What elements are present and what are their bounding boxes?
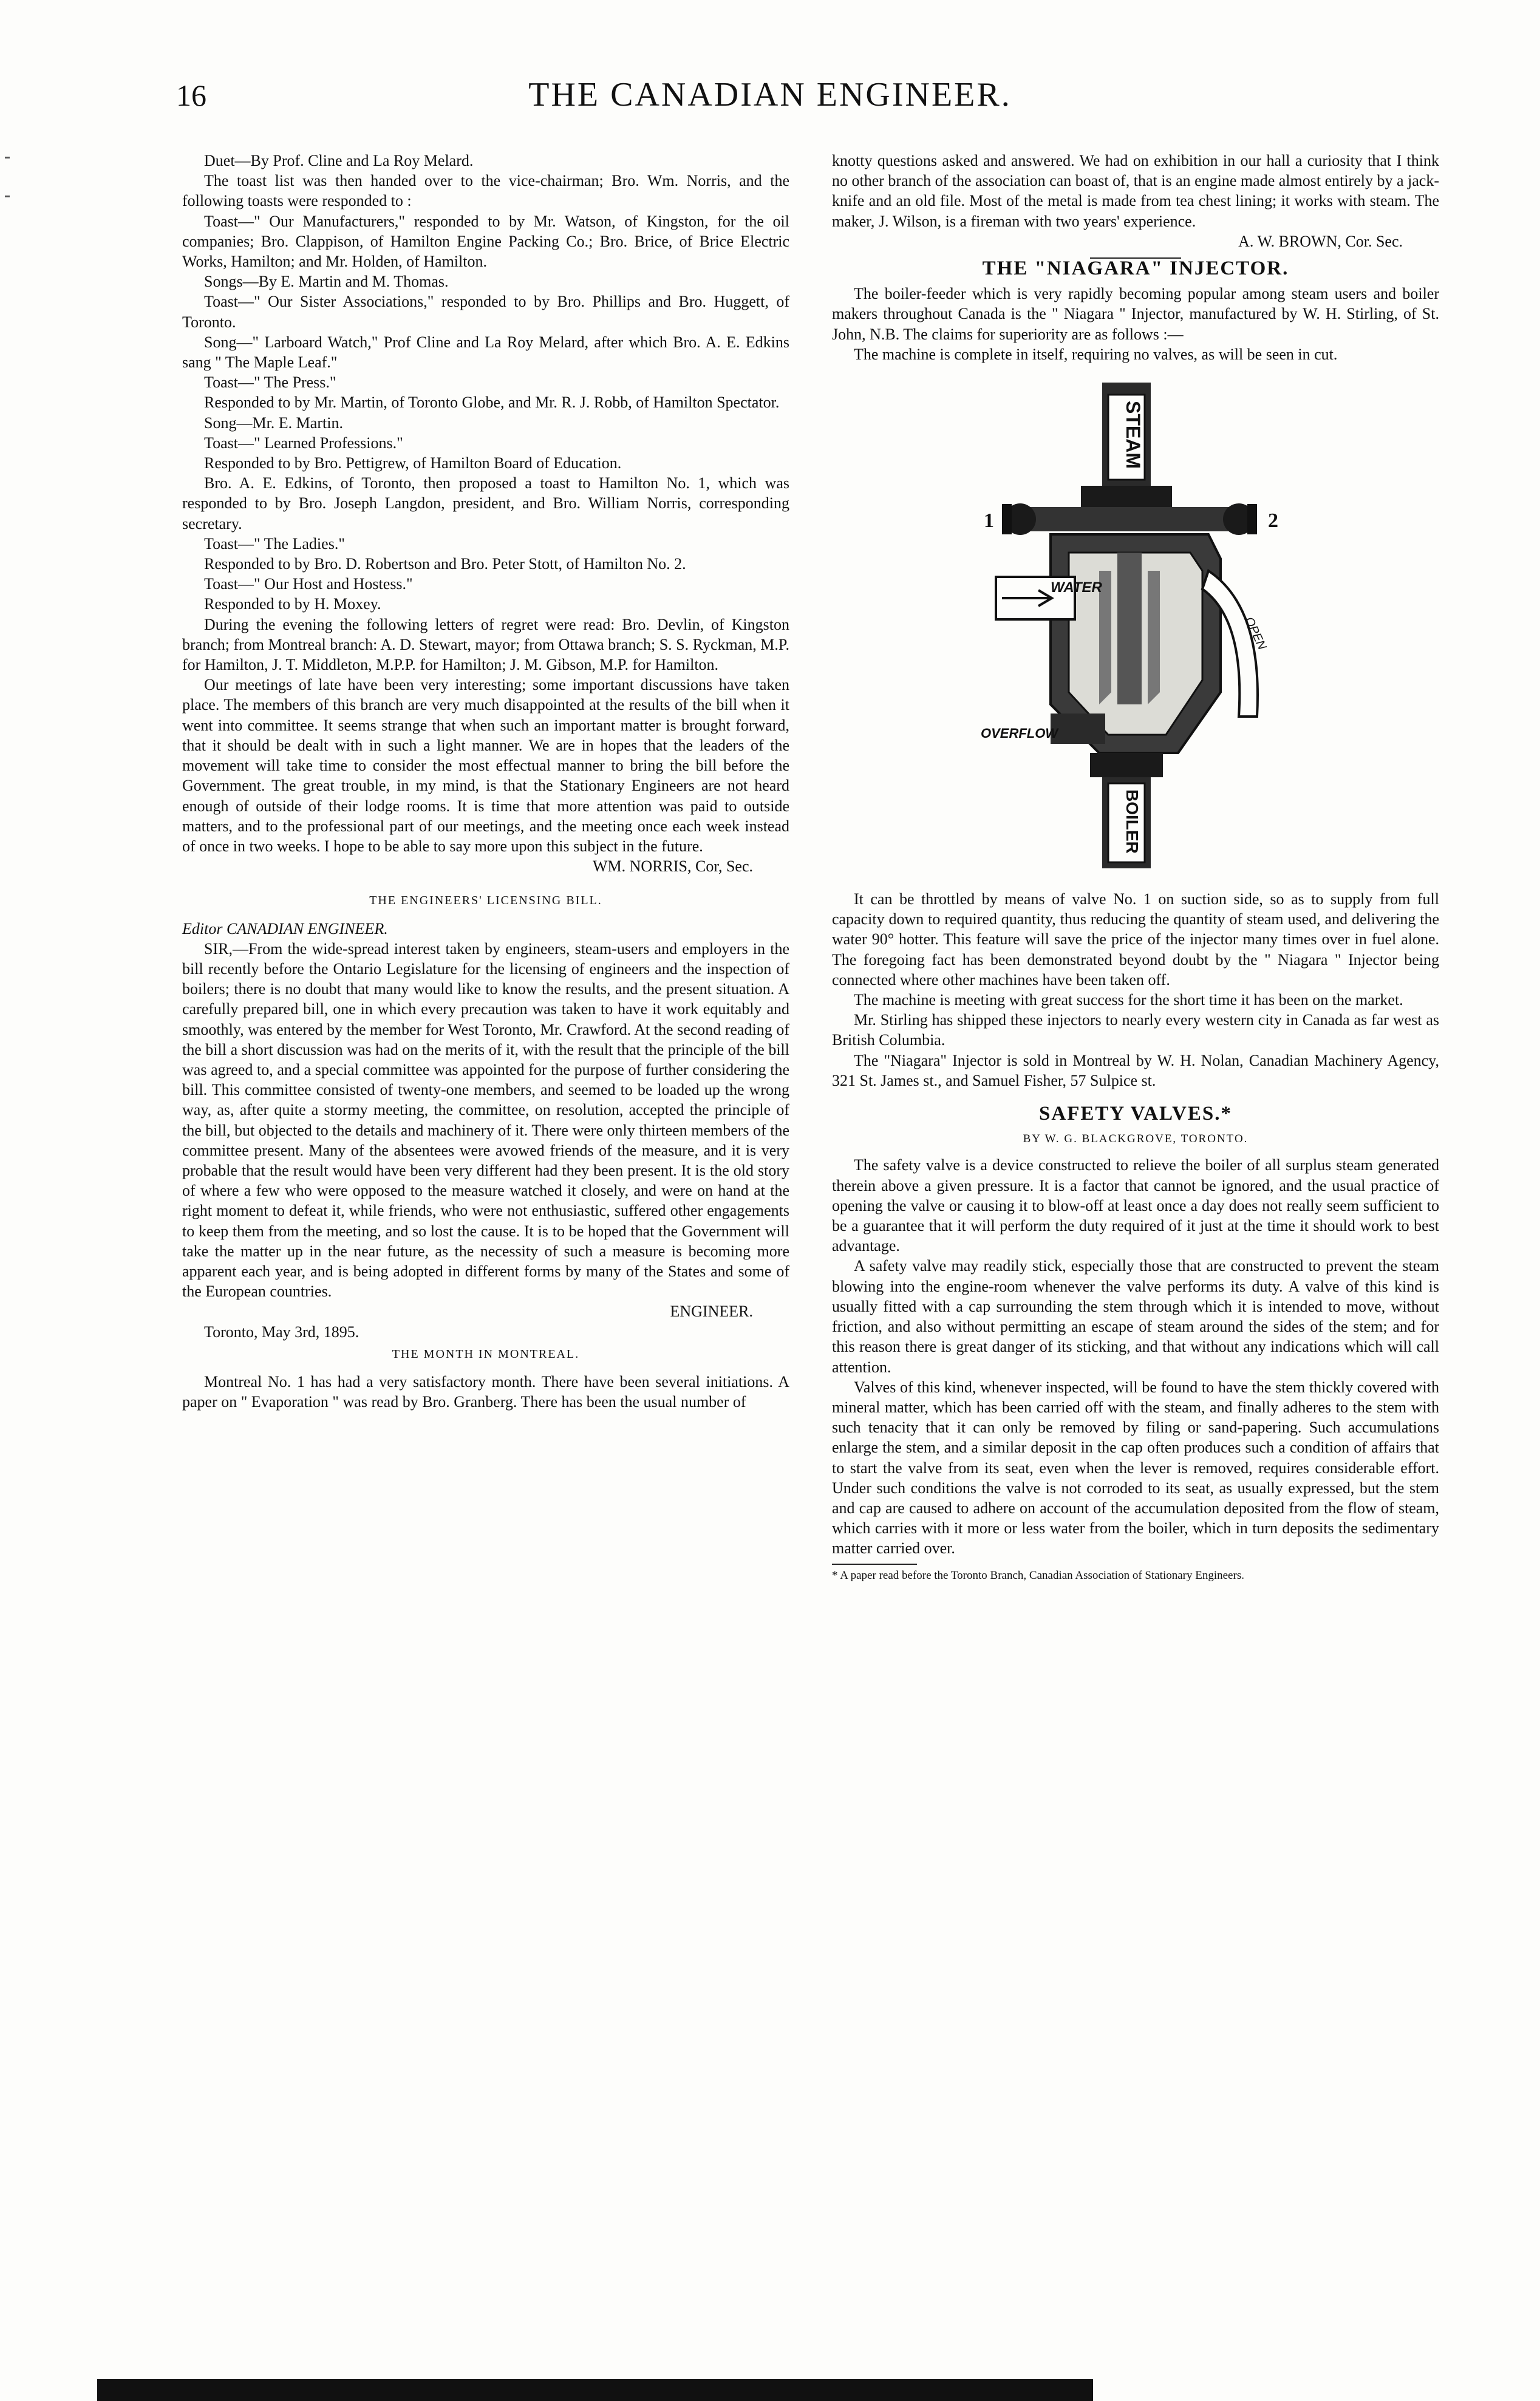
left-column <box>182 151 789 1412</box>
paragraph: A safety valve may readily stick, especially those that are constructed to prevent the steam blowing into the engine-room whenever the valve performs its duty. A valve of this kind is usually fitted with a cap surrounding the stem through which it is intended to move, without friction, and also without permitting an escape of steam around the sides of the stem; and for this reason there is great danger of its sticking, and that without any indications which will call attention. <box>832 1257 1439 1376</box>
safety-valves-byline: BY W. G. BLACKGROVE, TORONTO. <box>1023 1132 1249 1146</box>
paragraph: The "Niagara" Injector is sold in Montreal by W. H. Nolan, Canadian Machinery Agency, 321 St. James st., and Samuel Fisher, 57 Sulpice st. <box>832 1051 1439 1089</box>
montreal-paragraph: Montreal No. 1 has had a very satisfactory month. There have been several initiations. A paper on " Evaporation " was read by Bro. Granberg. There has been the usual number of <box>182 1372 789 1411</box>
paragraph: Toast—" Learned Professions." <box>204 434 403 452</box>
licensing-letter: SIR,—From the wide-spread interest taken by engineers, steam-users and employers in the bill recently before the Ontario Legislature for the licensing of engineers and the inspection of boilers; there is no doubt that many would like to know the results, and the present situation. A carefully prepared bill, one in which every precaution was taken to have it work equitably and smoothly, was entered by the member for West Toronto, Mr. Crawford. At the second reading of the bill a short discussion was had on the merits of it, with the result that the principle of the bill was agreed to, and a special committee was appointed for the purpose of further considering the bill. This committee consisted of twenty-one members, and seemed to be loaded up the wrong way, as, after quite a stormy meeting, the committee, on resolution, accepted the principle of the bill, but objected to the details and machinery of it. There were only thirteen members of the committee present. Many of the absentees were avowed friends of the measure, and it is very probable that the result would have been very different had they been present. It is the old story of where a few who were opposed to the measure watched it closely, and were on hand at the right moment to defeat it, while friends, who were not enthusiastic, suffered other engagements to keep them from the meeting, and so lost the cause. It is to be hoped that the Government will take the matter up in the near future, as the necessity of such a measure is becoming more apparent each year, and is being adopted in different forms by many of the States and some of the European countries. <box>182 939 789 1301</box>
paragraph: During the evening the following letters of regret were read: Bro. Devlin, of Kingston branch; from Montreal branch: A. D. Stewart, mayor; from Ottawa branch; S. S. Ryckman, M.P. for Hamilton, J. T. Middleton, M.P.P. for Hamilton; J. M. Gibson, M.P. for Hamilton. <box>182 615 789 674</box>
paragraph: The machine is complete in itself, requiring no valves, as will be seen in cut. <box>854 345 1338 363</box>
toast-list-section <box>182 151 789 856</box>
paragraph: The machine is meeting with great success for the short time it has been on the market. <box>854 991 1403 1009</box>
label-open: OPEN <box>1242 615 1269 652</box>
right-column <box>832 151 1439 1582</box>
paragraph: Responded to by Bro. D. Robertson and Bro. Peter Stott, of Hamilton No. 2. <box>204 555 686 573</box>
scan-edge-mark <box>5 157 10 158</box>
paragraph: The safety valve is a device constructed to relieve the boiler of all surplus steam generated therein above a given pressure. It is a factor that cannot be ignored, and the usual practice of opening the valve or causing it to blow-off at least once a day does not really seem sufficient to be a guarantee that it will perform the duty required of it just at the time it should work to best advantage. <box>832 1156 1439 1255</box>
label-water: WATER <box>1051 579 1102 596</box>
date-line: Toronto, May 3rd, 1895. <box>204 1323 359 1341</box>
niagara-heading <box>832 257 1439 279</box>
paragraph: Songs—By E. Martin and M. Thomas. <box>204 273 449 291</box>
paragraph: Responded to by Bro. Pettigrew, of Hamilton Board of Education. <box>204 454 622 472</box>
page-title: THE CANADIAN ENGINEER. <box>528 76 1012 114</box>
licensing-bill-heading: THE ENGINEERS' LICENSING BILL. <box>369 894 602 908</box>
signature-norris: WM. NORRIS, Cor, Sec. <box>592 857 753 876</box>
scan-bottom-bar <box>97 2379 1093 2401</box>
niagara-heading-text: THE "NIAGARA" INJECTOR. <box>982 257 1289 280</box>
paragraph: It can be throttled by means of valve No. 1 on suction side, so as to supply from full capacity down to required quantity, thus reducing the quantity of steam used, and delivering the water 90° hotter. This feature will save the price of the injector many times over in fuel alone. The foregoing fact has been demonstrated beyond doubt by the " Niagara " Injector being connected where other machines have been taken off. <box>832 890 1439 989</box>
paragraph: Song—Mr. E. Martin. <box>204 414 343 432</box>
paragraph: Toast—" Our Sister Associations," responded to by Bro. Phillips and Bro. Huggett, of Toronto. <box>182 293 789 331</box>
continuation-paragraph: knotty questions asked and answered. We had on exhibition in our hall a curiosity that I think no other branch of the association can boast of, that is an engine made almost entirely by a jack-knife and an old file. Most of the metal is made from tea chest lining; it works with steam. The maker, J. Wilson, is a fireman with two years' experience. <box>832 152 1439 230</box>
paragraph: Bro. A. E. Edkins, of Toronto, then proposed a toast to Hamilton No. 1, which was responded to by Bro. Joseph Langdon, president, and Bro. William Norris, corresponding secretary. <box>182 474 789 533</box>
paragraph: Toast—" The Press." <box>204 373 336 392</box>
paragraph: Mr. Stirling has shipped these injectors to nearly every western city in Canada as far west as British Columbia. <box>832 1011 1439 1049</box>
paragraph: The boiler-feeder which is very rapidly becoming popular among steam users and boiler makers throughout Canada is the " Niagara " Injector, manufactured by W. H. Stirling, of St. John, N.B. The claims for superiority are as follows :— <box>832 285 1439 343</box>
paragraph: Responded to by Mr. Martin, of Toronto Globe, and Mr. R. J. Robb, of Hamilton Spectator. <box>204 393 780 412</box>
montreal-heading: THE MONTH IN MONTREAL. <box>392 1347 580 1361</box>
label-1: 1 <box>984 509 994 533</box>
page-number: 16 <box>176 78 206 112</box>
safety-valves-heading: SAFETY VALVES.* <box>1039 1103 1232 1125</box>
paragraph: Duet—By Prof. Cline and La Roy Melard. <box>204 152 474 169</box>
label-boiler: BOILER <box>1123 789 1142 854</box>
footnote: * A paper read before the Toronto Branch, Canadian Association of Stationary Engineers. <box>832 1568 1244 1582</box>
editor-line: Editor CANADIAN ENGINEER. <box>182 919 388 938</box>
paragraph: Song—" Larboard Watch," Prof Cline and La Roy Melard, after which Bro. A. E. Edkins sang " The Maple Leaf." <box>182 333 789 372</box>
paragraph: Our meetings of late have been very interesting; some important discussions have taken place. The members of this branch are very much disappointed at the results of the bill when it went into committee. It seems strange that when such an important matter is brought forward, that it should be dealt with in such a light manner. We are in hopes that the leaders of the movement will take time to consider the most effectual manner to bring the bill before the Government. The great trouble, in my mind, is that the Stationary Engineers are not heard enough of outside of their lodge rooms. It is time that more attention was paid to outside matters, and to the professional part of our meetings, and the meeting once each week instead of once in two weeks. I hope to be able to say more upon this subject in the future. <box>182 676 789 855</box>
paragraph: Toast—" Our Manufacturers," responded to by Mr. Watson, of Kingston, for the oil companies; Bro. Clappison, of Hamilton Engine Packing Co.; Bro. Brice, of Brice Electric Works, Hamilton; and Mr. Holden, of Hamilton. <box>182 212 789 271</box>
signature-engineer: ENGINEER. <box>670 1303 753 1321</box>
paragraph: Toast—" Our Host and Hostess." <box>204 575 413 593</box>
signature-brown: A. W. BROWN, Cor. Sec. <box>1238 232 1403 250</box>
paragraph: The toast list was then handed over to the vice-chairman; Bro. Wm. Norris, and the following toasts were responded to : <box>182 172 789 210</box>
injector-diagram <box>978 376 1293 874</box>
paragraph: Valves of this kind, whenever inspected, will be found to have the stem thickly covered with mineral matter, which has been carried off with the steam, and finally adheres to the stem with such tenacity that it can only be removed by filing or sand-papering. Such accumulations enlarge the stem, and a similar deposit in the cap often produces such a condition of affairs that to start the valve from its seat, even when the lever is removed, requires considerable effort. Under such conditions the valve is not corroded to its seat, as usually expressed, but the stem and cap are caused to adhere on account of the accumulation deposited from the flow of steam, which carries with it more or less water from the boiler, which in turn deposits the sedimentary matter carried over. <box>832 1378 1439 1558</box>
label-overflow: OVERFLOW <box>981 726 1058 741</box>
scan-edge-mark <box>5 196 10 197</box>
label-2: 2 <box>1268 509 1278 533</box>
label-steam: STEAM <box>1122 401 1144 469</box>
paragraph: Responded to by H. Moxey. <box>204 595 381 613</box>
paragraph: Toast—" The Ladies." <box>204 534 345 553</box>
footnote-rule <box>832 1564 917 1565</box>
